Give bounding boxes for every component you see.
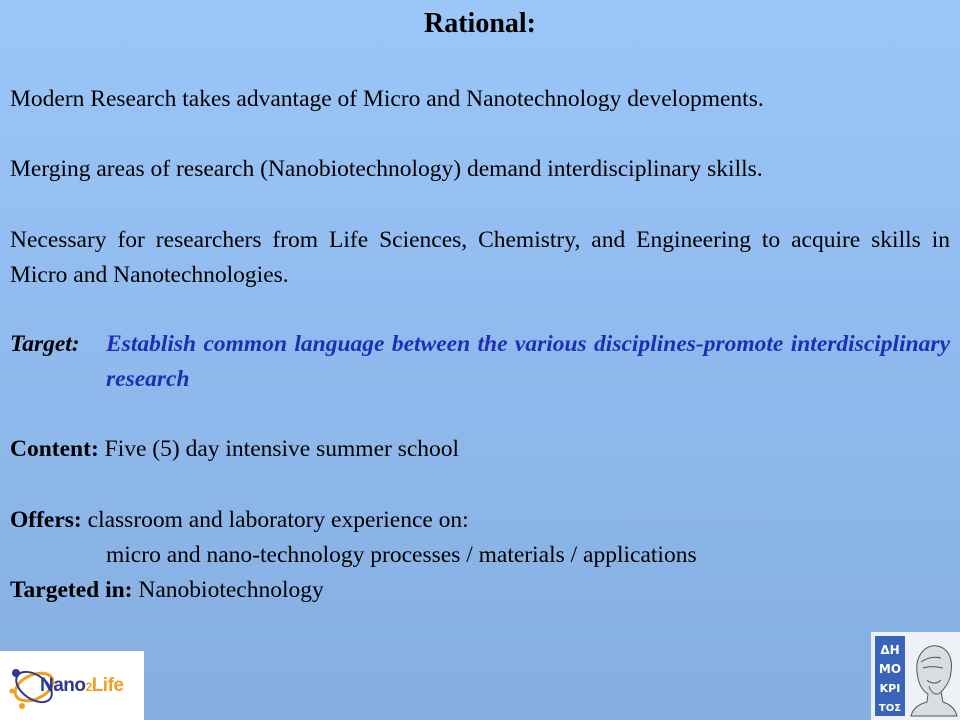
target-text: Establish common language between the various disciplines-promote interdisciplinary research	[106, 331, 950, 392]
offers-line	[10, 503, 950, 538]
paragraph-merging-areas: Merging areas of research (Nanobiotechnology) demand interdisciplinary skills.	[10, 156, 763, 182]
content-line	[10, 432, 950, 467]
svg-text:ΔΗ: ΔΗ	[880, 643, 900, 657]
paragraph-modern-research: Modern Research takes advantage of Micro and Nanotechnology developments.	[10, 86, 764, 112]
targeted-line	[10, 573, 950, 608]
svg-text:ΤΟΣ: ΤΟΣ	[878, 703, 902, 714]
target-row	[10, 327, 950, 397]
offers-text: classroom and laboratory experience on:	[81, 507, 469, 533]
offers-label: Offers:	[10, 507, 82, 533]
target-label: Target:	[10, 331, 80, 357]
slide-title: Rational:	[424, 8, 536, 39]
content-text: Five (5) day intensive summer school	[98, 436, 460, 462]
nano2life-word-nano: Nano	[40, 675, 86, 696]
demokritos-logo	[871, 632, 960, 720]
nano2life-wordmark	[40, 675, 123, 697]
nano2life-word-2: 2	[85, 680, 92, 694]
paragraph-necessary: Necessary for researchers from Life Sciences, Chemistry, and Engineering to acquire skills in Micro and Nanotechnologies.	[10, 227, 950, 288]
targeted-text: Nanobiotechnology	[132, 577, 324, 603]
nano2life-word-life: Life	[91, 675, 124, 696]
svg-text:ΜΟ: ΜΟ	[878, 662, 902, 676]
content-label: Content:	[10, 436, 99, 462]
offers-detail: micro and nano-technology processes / materials / applications	[106, 542, 697, 568]
demokritos-bust-logo	[871, 632, 960, 720]
svg-text:ΚΡΙ: ΚΡΙ	[879, 682, 901, 695]
targeted-label: Targeted in:	[10, 577, 133, 603]
nano2life-logo	[0, 651, 144, 720]
